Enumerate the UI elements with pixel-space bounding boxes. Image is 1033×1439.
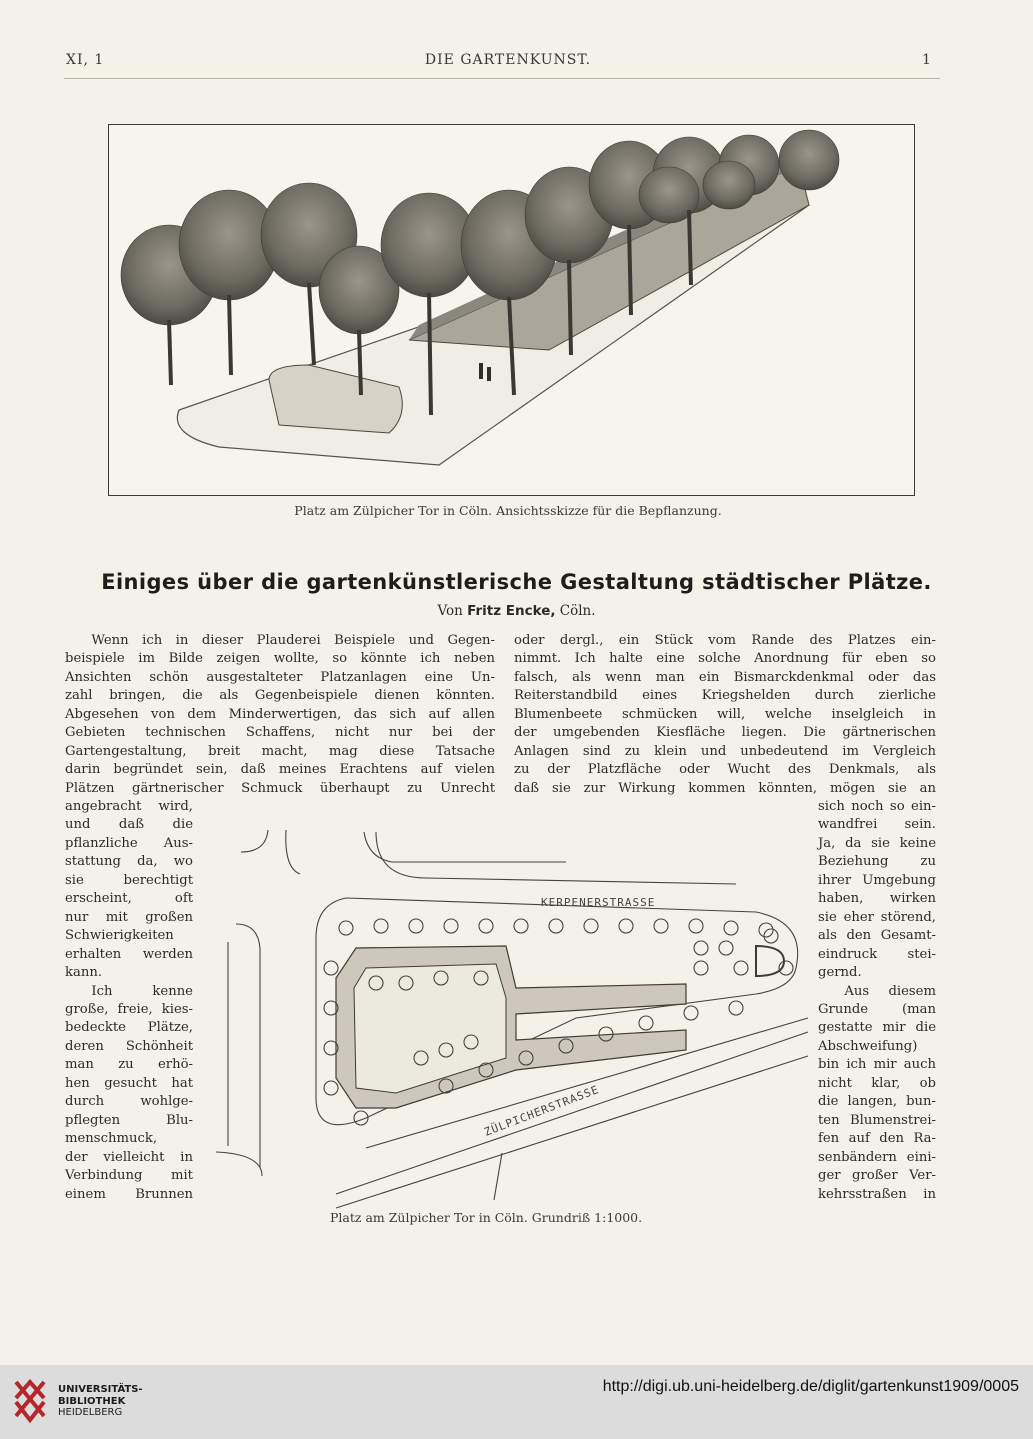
right-column-top: [514, 632, 936, 798]
text-line: große, freie, kies-: [65, 1001, 193, 1017]
left-column-narrow: [65, 798, 193, 1204]
text-line: der vielleicht in: [65, 1149, 193, 1165]
text-line: zahl bringen, die als Gegenbeispiele dienen könnten.: [65, 688, 495, 704]
text-line: gernd.: [818, 965, 862, 981]
header-volume: XI, 1: [66, 52, 105, 68]
text-line: beispiele im Bilde zeigen wollte, so könnte ich neben: [65, 651, 495, 667]
text-line: Plätzen gärtnerischer Schmuck überhaupt zu Unrecht: [65, 780, 495, 796]
sketch-drawing: [109, 125, 914, 495]
text-line: Grunde (man: [818, 1001, 936, 1017]
plan-tree-mark: [514, 919, 528, 933]
text-line: Beziehung zu: [818, 854, 936, 870]
text-line: ten Blumenstrei-: [818, 1112, 936, 1128]
text-line: angebracht wird,: [65, 799, 193, 814]
plan-tree-mark: [444, 919, 458, 933]
text-line: Blumenbeete schmücken will, welche inselgleich in: [514, 706, 936, 722]
street-label-kerpener: KERPENERSTRASSE: [541, 896, 656, 909]
text-line: haben, wirken: [818, 891, 936, 907]
plan-tree-mark: [374, 919, 388, 933]
text-line: erscheint, oft: [65, 891, 193, 907]
byline: [0, 603, 1033, 619]
text-line: und daß die: [65, 817, 193, 833]
plan-tree-mark: [719, 941, 733, 955]
text-line: oder dergl., ein Stück vom Rande des Platzes ein-: [514, 633, 936, 648]
text-line: Abschweifung): [818, 1038, 918, 1054]
text-line: der umgebenden Kiesfläche liegen. Die gärtnerischen: [514, 725, 936, 741]
text-line: sie berechtigt: [65, 872, 193, 888]
article-title: Einiges über die gartenkünstlerische Gestaltung städtischer Plätze.: [101, 570, 932, 594]
text-line: Wenn ich in dieser Plauderei Beispiele und Gegen-: [91, 633, 495, 648]
library-line-3: HEIDELBERG: [58, 1407, 123, 1418]
plan-tree-mark: [654, 919, 668, 933]
plan-caption: Platz am Zülpicher Tor in Cöln. Grundriß 1:1000.: [330, 1210, 643, 1225]
text-line: falsch, als wenn man ein Bismarckdenkmal oder das: [514, 669, 936, 685]
text-line: Schwierigkeiten: [65, 928, 174, 944]
library-line-1: UNIVERSITÄTS-: [58, 1384, 143, 1395]
header-page-number: 1: [922, 52, 932, 68]
plan-tree-mark: [584, 919, 598, 933]
text-line: darin begründet sein, daß meines Erachtens auf vielen: [65, 762, 495, 778]
text-line: gestatte mir die: [818, 1020, 936, 1036]
plan-tree-mark: [324, 961, 338, 975]
text-line: kehrsstraßen in: [818, 1186, 936, 1202]
plan-tree-mark: [639, 1016, 653, 1030]
plan-tree-mark: [619, 919, 633, 933]
text-line: Ich kenne: [91, 983, 193, 999]
plan-tree-mark: [689, 919, 703, 933]
text-line: kann.: [65, 965, 103, 981]
header-journal-title: DIE GARTENKUNST.: [424, 52, 592, 68]
text-line: eindruck stei-: [818, 946, 936, 962]
perspective-sketch: [108, 124, 915, 496]
text-line: sie eher störend,: [818, 909, 936, 925]
text-line: fen auf den Ra-: [818, 1131, 936, 1147]
plan-tree-mark: [724, 921, 738, 935]
plan-tree-mark: [764, 929, 778, 943]
digital-library-url[interactable]: http://digi.ub.uni-heidelberg.de/diglit/gartenkunst1909/0005: [602, 1378, 1019, 1395]
text-line: Aus diesem: [844, 983, 936, 999]
plan-tree-mark: [479, 919, 493, 933]
text-line: deren Schönheit: [65, 1038, 193, 1054]
text-line: sich noch so ein-: [818, 799, 936, 814]
text-line: ger großer Ver-: [818, 1168, 936, 1184]
right-column-narrow: [818, 798, 936, 1204]
text-line: hen gesucht hat: [65, 1075, 193, 1091]
left-column-top: [65, 632, 495, 798]
plan-tree-mark: [759, 923, 773, 937]
university-logo-icon: [12, 1376, 48, 1424]
text-line: die langen, bun-: [818, 1094, 936, 1110]
figure-caption: Platz am Zülpicher Tor in Cöln. Ansichtsskizze für die Bepflanzung.: [294, 503, 722, 518]
text-line: Anlagen sind zu klein und unbedeutend im Vergleich: [514, 743, 936, 759]
text-line: Ja, da sie keine: [818, 835, 936, 851]
text-line: bin ich mir auch: [818, 1057, 936, 1073]
library-name: [58, 1384, 143, 1419]
text-line: pflanzliche Aus-: [65, 835, 193, 851]
plan-tree-mark: [324, 1081, 338, 1095]
text-line: wandfrei sein.: [818, 817, 936, 833]
text-line: Gartengestaltung, breit macht, mag diese Tatsache: [65, 743, 495, 759]
text-line: ihrer Umgebung: [818, 872, 936, 888]
ground-plan-drawing: [196, 818, 816, 1218]
footer-bar: [0, 1365, 1033, 1439]
text-line: zu der Platzfläche oder Wucht des Denkmals, als: [514, 762, 936, 778]
text-line: durch wohlge-: [65, 1094, 193, 1110]
text-line: stattung da, wo: [65, 854, 193, 870]
plan-tree-mark: [684, 1006, 698, 1020]
text-line: pflegten Blu-: [65, 1112, 193, 1128]
street-label-zuelpicher: ZÜLPICHERSTRASSE: [482, 1082, 601, 1139]
text-line: einem Brunnen: [65, 1186, 193, 1202]
plan-tree-mark: [729, 1001, 743, 1015]
plan-tree-mark: [549, 919, 563, 933]
text-line: senbändern eini-: [818, 1149, 936, 1165]
plan-tree-mark: [734, 961, 748, 975]
header-rule: [64, 78, 940, 79]
text-line: als den Gesamt-: [818, 928, 936, 944]
text-line: Ansichten schön ausgestalteter Platzanlagen eine Un-: [65, 669, 495, 685]
text-line: man zu erhö-: [65, 1057, 193, 1073]
text-line: Gebieten technischen Schaffens, nicht nur bei der: [65, 725, 495, 741]
text-line: menschmuck,: [65, 1131, 158, 1147]
plan-tree-mark: [694, 941, 708, 955]
byline-prefix: Von: [437, 603, 463, 619]
text-line: Reiterstandbild eines Kriegshelden durch zierliche: [514, 688, 936, 704]
plan-tree-mark: [409, 919, 423, 933]
plan-tree-mark: [694, 961, 708, 975]
library-line-2: BIBLIOTHEK: [58, 1395, 126, 1407]
plan-tree-mark: [339, 921, 353, 935]
text-line: Verbindung mit: [65, 1168, 193, 1184]
text-line: nur mit großen: [65, 909, 193, 925]
ground-plan: [196, 818, 816, 1218]
text-line: daß sie zur Wirkung kommen könnten, mögen sie an: [514, 780, 936, 796]
text-line: nimmt. Ich halte eine solche Anordnung für eben so: [514, 651, 936, 667]
author-place: Cöln.: [559, 603, 596, 619]
text-line: bedeckte Plätze,: [65, 1020, 193, 1036]
text-line: nicht klar, ob: [818, 1075, 936, 1091]
text-line: erhalten werden: [65, 946, 193, 962]
text-line: Abgesehen von dem Minderwertigen, das sich auf allen: [65, 706, 495, 722]
author-name: Fritz Encke,: [467, 603, 556, 619]
